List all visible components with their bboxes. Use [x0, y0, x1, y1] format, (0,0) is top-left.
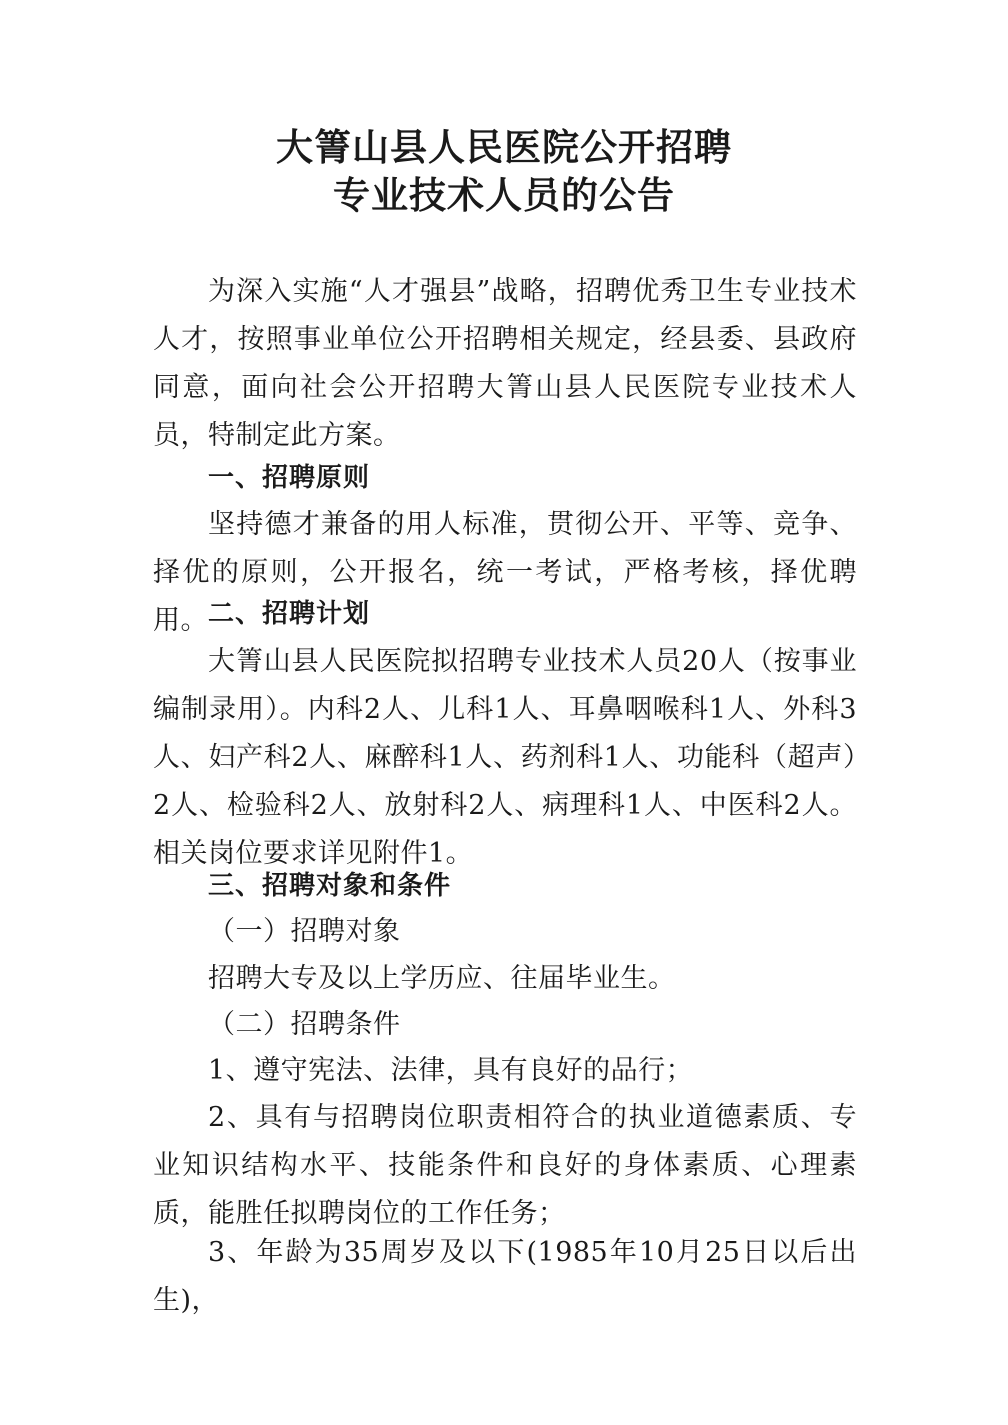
section3-heading: 三、招聘对象和条件	[208, 871, 452, 901]
condition-2: 2、具有与招聘岗位职责相符合的执业道德素质、专业知识结构水平、技能条件和良好的身体素质、心理素质，能胜任拟聘岗位的工作任务；	[153, 1102, 857, 1229]
document-title-line2: 专业技术人员的公告	[333, 174, 675, 217]
section2-paragraph: 大箐山县人民医院拟招聘专业技术人员20人（按事业编制录用）。内科2人、儿科1人、耳鼻咽喉科1人、外科3人、妇产科2人、麻醉科1人、药剂科1人、功能科（超声）2人、检验科2人、放射科2人、病理科1人、中医科2人。相关岗位要求详见附件1。	[153, 646, 857, 869]
section3-sub1-heading: （一）招聘对象	[208, 916, 401, 947]
section2-heading: 二、招聘计划	[208, 599, 371, 629]
section1-heading: 一、招聘原则	[208, 463, 371, 493]
condition-1: 1、遵守宪法、法律，具有良好的品行；	[208, 1055, 694, 1086]
document-title-line1: 大箐山县人民医院公开招聘	[276, 126, 732, 169]
section3-sub2-heading: （二）招聘条件	[208, 1009, 401, 1040]
section3-sub1-paragraph: 招聘大专及以上学历应、往届毕业生。	[208, 963, 676, 994]
intro-paragraph: 为深入实施“人才强县”战略，招聘优秀卫生专业技术人才，按照事业单位公开招聘相关规定，经县委、县政府同意，面向社会公开招聘大箐山县人民医院专业技术人员，特制定此方案。	[153, 276, 857, 451]
section1-paragraph: 坚持德才兼备的用人标准，贯彻公开、平等、竞争、择优的原则，公开报名，统一考试，严格考核，择优聘用。	[153, 509, 857, 636]
condition-3: 3、年龄为35周岁及以下(1985年10月25日以后出生)，	[153, 1237, 857, 1316]
